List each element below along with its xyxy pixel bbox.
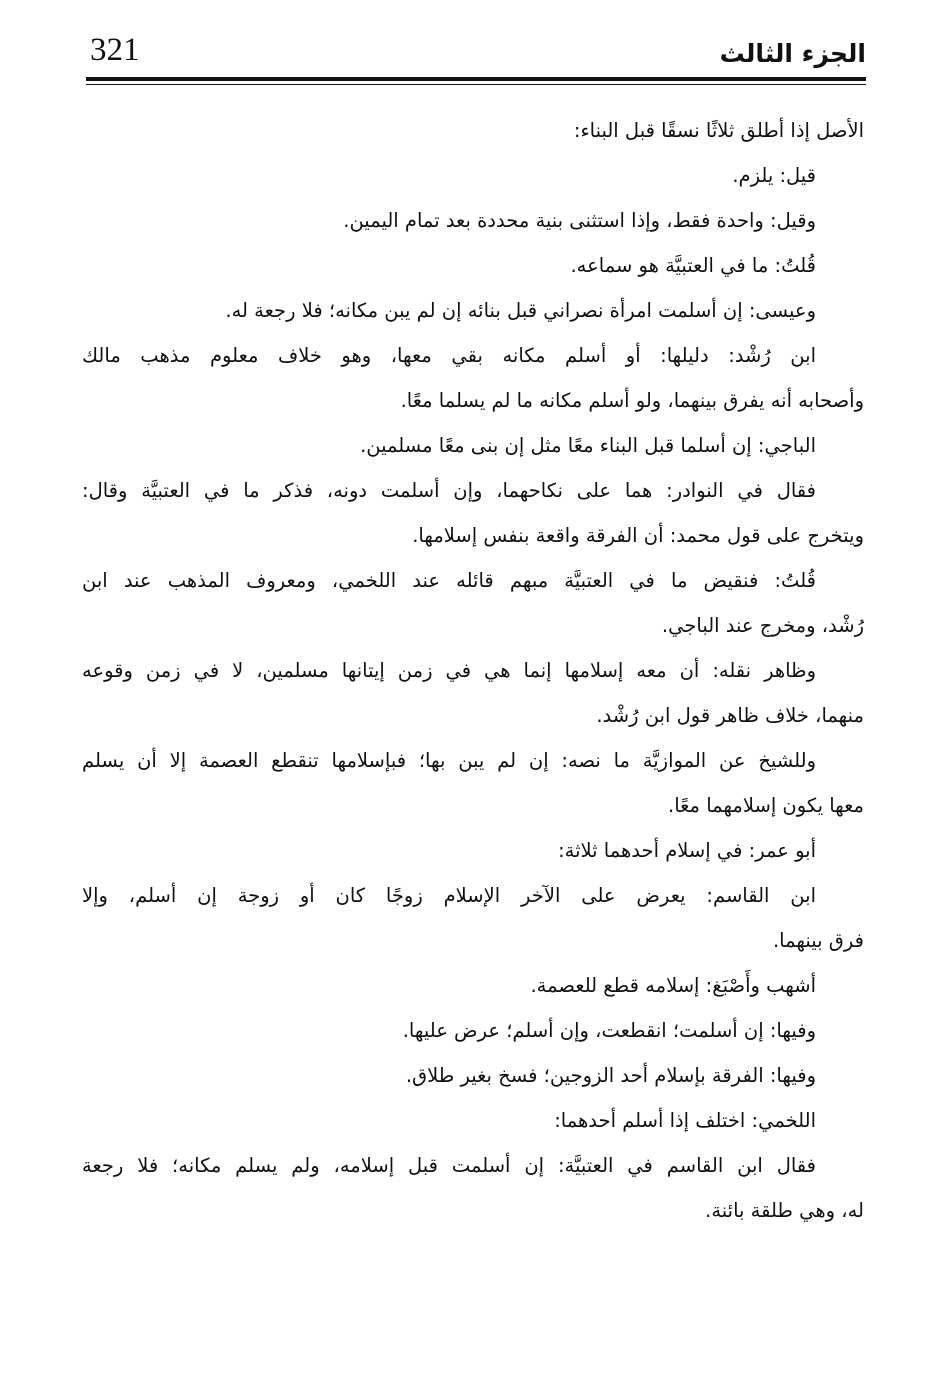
text-line: منهما، خلاف ظاهر قول ابن رُشْد. bbox=[596, 704, 864, 727]
text-line: معها يكون إسلامهما معًا. bbox=[668, 794, 864, 817]
text-line: وللشيخ عن الموازيَّة ما نصه: إن لم يبن بها؛ فبإسلامها تنقطع العصمة إلا أن يسلم bbox=[82, 749, 816, 772]
page-number: 321 bbox=[90, 32, 140, 68]
text-line: فقال ابن القاسم في العتبيَّة: إن أسلمت قبل إسلامه، ولم يسلم مكانه؛ فلا رجعة bbox=[82, 1154, 816, 1177]
text-line: وفيها: الفرقة بإسلام أحد الزوجين؛ فسخ بغير طلاق. bbox=[405, 1064, 816, 1087]
text-line: قُلتُ: ما في العتبيَّة هو سماعه. bbox=[570, 254, 816, 277]
text-line: ويتخرج على قول محمد: أن الفرقة واقعة بنفس إسلامها. bbox=[412, 524, 864, 547]
text-line: ابن القاسم: يعرض على الآخر الإسلام زوجًا كان أو زوجة إن أسلم، وإلا bbox=[82, 884, 816, 907]
text-line: قيل: يلزم. bbox=[732, 164, 816, 187]
text-line: وأصحابه أنه يفرق بينهما، ولو أسلم مكانه ما لم يسلما معًا. bbox=[400, 389, 864, 412]
text-line: قُلتُ: فنقيض ما في العتبيَّة مبهم قائله عند اللخمي، ومعروف المذهب عند ابن bbox=[82, 569, 816, 592]
text-line: رُشْد، ومخرج عند الباجي. bbox=[661, 614, 864, 637]
text-line: أشهب وأَصْبَغ: إسلامه قطع للعصمة. bbox=[530, 974, 816, 997]
text-line: ابن رُشْد: دليلها: أو أسلم مكانه بقي معها، وهو خلاف معلوم مذهب مالك bbox=[82, 344, 816, 367]
body-text bbox=[82, 108, 864, 1233]
text-line: فقال في النوادر: هما على نكاحهما، وإن أسلمت دونه، فذكر ما في العتبيَّة وقال: bbox=[82, 479, 816, 502]
text-line: وعيسى: إن أسلمت امرأة نصراني قبل بنائه إن لم يبن مكانه؛ فلا رجعة له. bbox=[225, 299, 816, 322]
text-line: الأصل إذا أطلق ثلاثًا نسقًا قبل البناء: bbox=[573, 119, 864, 142]
text-line: أبو عمر: في إسلام أحدهما ثلاثة: bbox=[558, 839, 816, 862]
text-line: وقيل: واحدة فقط، وإذا استثنى بنية محددة بعد تمام اليمين. bbox=[343, 209, 816, 232]
text-line: وفيها: إن أسلمت؛ انقطعت، وإن أسلم؛ عرض عليها. bbox=[402, 1019, 816, 1042]
text-line: الباجي: إن أسلما قبل البناء معًا مثل إن بنى معًا مسلمين. bbox=[360, 434, 816, 457]
running-title: الجزء الثالث bbox=[719, 39, 866, 68]
text-line: اللخمي: اختلف إذا أسلم أحدهما: bbox=[554, 1109, 816, 1132]
page-header bbox=[86, 28, 866, 90]
text-line: فرق بينهما. bbox=[772, 929, 864, 952]
text-line: له، وهي طلقة بائنة. bbox=[705, 1199, 864, 1222]
text-line: وظاهر نقله: أن معه إسلامها إنما هي في زمن إيتانها مسلمين، لا في زمن وقوعه bbox=[82, 659, 816, 682]
header-rule-thin bbox=[86, 84, 866, 85]
header-rule-thick bbox=[86, 77, 866, 81]
